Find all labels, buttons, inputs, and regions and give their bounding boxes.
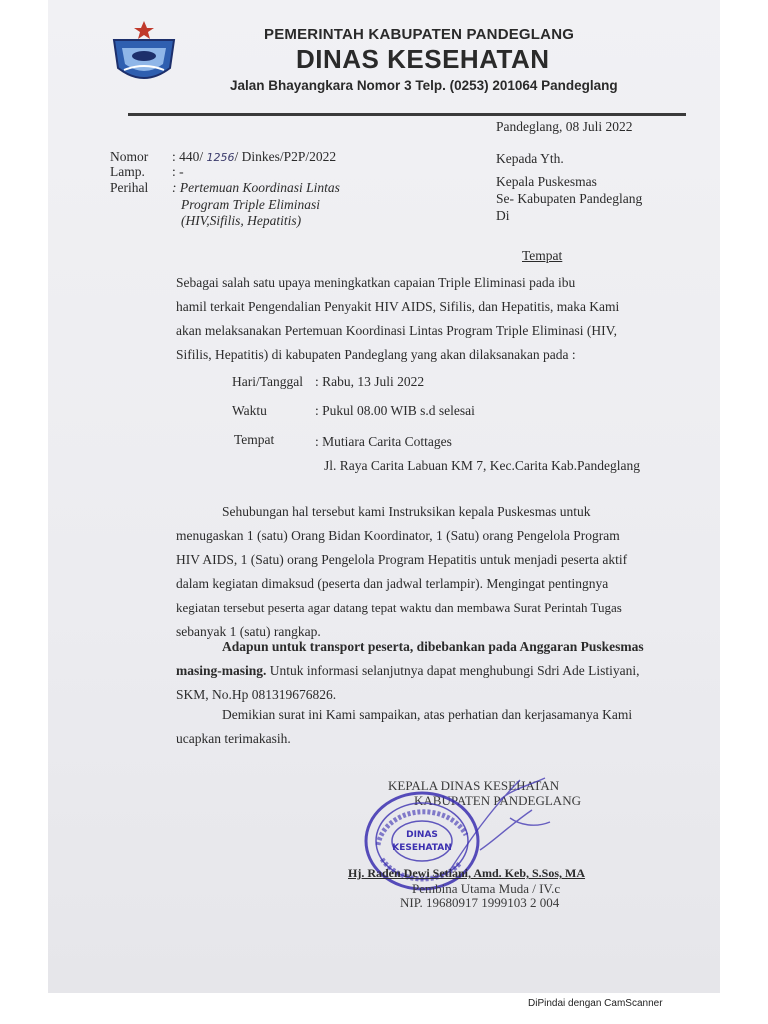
- perihal-line3: (HIV,Sifilis, Hepatitis): [181, 213, 302, 228]
- paragraph-1-line: Sifilis, Hepatitis) di kabupaten Pandeglang yang akan dilaksanakan pada :: [176, 347, 576, 362]
- paragraph-3-line: [176, 659, 656, 683]
- paragraph-1-first-line: [176, 271, 658, 295]
- paragraph-3-bold-fragment: masing-masing.: [176, 663, 267, 678]
- recipient-line1: Kepala Puskesmas: [496, 174, 597, 189]
- schedule-time-label: Waktu: [232, 403, 267, 418]
- recipient-tempat: Tempat: [522, 248, 563, 263]
- schedule-date-label: Hari/Tanggal: [232, 374, 304, 389]
- pandeglang-emblem-logo: [108, 18, 180, 90]
- paragraph-2-line: sebanyak 1 (satu) rangkap.: [176, 624, 321, 639]
- paragraph-2-line: kegiatan tersebut peserta agar datang tepat waktu dan membawa Surat Perintah Tugas: [176, 600, 622, 615]
- nomor-handwritten: 1256: [206, 151, 235, 164]
- signature-title-1: KEPALA DINAS KESEHATAN: [388, 778, 560, 793]
- lamp-label: Lamp.: [110, 164, 145, 179]
- paragraph-2-line: dalam kegiatan dimaksud (peserta dan jadwal terlampir). Mengingat pentingnya: [176, 576, 609, 591]
- paragraph-2: [176, 500, 656, 644]
- letterhead-agency: DINAS KESEHATAN: [296, 44, 550, 74]
- perihal-line2: Program Triple Eliminasi: [181, 197, 321, 212]
- paragraph-4-line: ucapkan terimakasih.: [176, 731, 291, 746]
- perihal-line1: : Pertemuan Koordinasi Lintas: [172, 180, 340, 195]
- nomor-label: Nomor: [110, 149, 149, 164]
- paragraph-3-fragment: Untuk informasi selanjutnya dapat menghubungi Sdri Ade Listiyani,: [266, 663, 640, 678]
- schedule-place-value: : Mutiara Carita Cottages: [315, 434, 452, 449]
- paragraph-3-bold-line: Adapun untuk transport peserta, dibebankan pada Anggaran Puskesmas: [222, 639, 644, 654]
- paragraph-1-body: [176, 295, 658, 367]
- paragraph-2-line: Sehubungan hal tersebut kami Instruksikan kepala Puskesmas untuk: [222, 504, 591, 519]
- nomor-value: [172, 149, 336, 165]
- paragraph-1-line: Sebagai salah satu upaya meningkatkan capaian Triple Eliminasi pada ibu: [176, 275, 576, 290]
- lamp-value: : -: [172, 164, 184, 179]
- perihal-label: Perihal: [110, 180, 149, 195]
- paragraph-3: [176, 635, 656, 707]
- recipient-line2: Se- Kabupaten Pandeglang: [496, 191, 643, 206]
- schedule-place-label: Tempat: [234, 432, 275, 447]
- scanner-watermark: DiPindai dengan CamScanner: [528, 998, 663, 1009]
- nomor-suffix: / Dinkes/P2P/2022: [234, 149, 337, 164]
- letterhead-divider: [128, 113, 686, 116]
- schedule-time-value: : Pukul 08.00 WIB s.d selesai: [315, 403, 475, 418]
- recipient-kepada: Kepada Yth.: [496, 151, 564, 166]
- signatory-name: Hj. Raden Dewi Setiani, Amd. Keb, S.Sos, MA: [348, 866, 586, 880]
- nomor-prefix: : 440/: [172, 149, 207, 164]
- schedule-place-address: Jl. Raya Carita Labuan KM 7, Kec.Carita Kab.Pandeglang: [324, 458, 641, 473]
- stamp-text-line-2: KESEHATAN: [392, 843, 452, 853]
- paragraph-4-line: Demikian surat ini Kami sampaikan, atas perhatian dan kerjasamanya Kami: [222, 707, 633, 722]
- paragraph-1-line: hamil terkait Pengendalian Penyakit HIV AIDS, Sifilis, dan Hepatitis, maka Kami: [176, 299, 620, 314]
- signature-title-2: KABUPATEN PANDEGLANG: [414, 793, 581, 808]
- letterhead-address: Jalan Bhayangkara Nomor 3 Telp. (0253) 201064 Pandeglang: [230, 78, 618, 93]
- paragraph-2-line: HIV AIDS, 1 (Satu) orang Pengelola Program Hepatitis untuk menjadi peserta aktif: [176, 552, 628, 567]
- paragraph-3-line: SKM, No.Hp 081319676826.: [176, 687, 337, 702]
- paragraph-2-line: menugaskan 1 (satu) Orang Bidan Koordinator, 1 (Satu) orang Pengelola Program: [176, 528, 620, 543]
- letterhead-government: PEMERINTAH KABUPATEN PANDEGLANG: [264, 26, 575, 43]
- place-date: Pandeglang, 08 Juli 2022: [496, 119, 633, 134]
- signatory-nip: NIP. 19680917 1999103 2 004: [400, 895, 560, 910]
- paragraph-1-line: akan melaksanakan Pertemuan Koordinasi Lintas Program Triple Eliminasi (HIV,: [176, 323, 618, 338]
- stamp-text-line-1: DINAS: [406, 830, 438, 840]
- recipient-line3: Di: [496, 208, 510, 223]
- paragraph-4: [176, 703, 656, 751]
- schedule-date-value: : Rabu, 13 Juli 2022: [315, 374, 425, 389]
- signatory-rank: Pembina Utama Muda / IV.c: [412, 881, 561, 896]
